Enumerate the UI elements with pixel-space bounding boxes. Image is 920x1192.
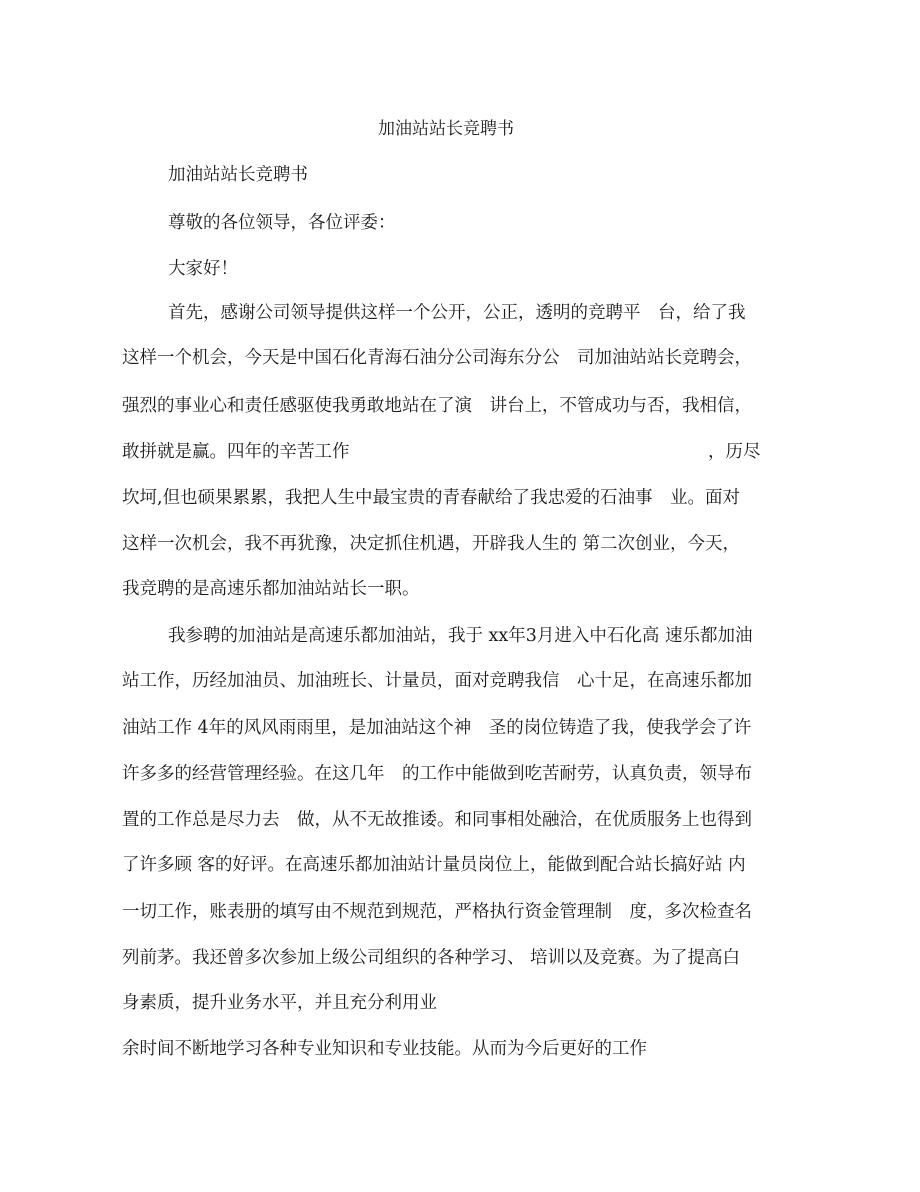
paragraph-1-line-4-tail: ，历尽: [708, 442, 761, 462]
paragraph-1-line-1: 首先，感谢公司领导提供这样一个公开，公正，透明的竞聘平 台，给了我: [168, 303, 746, 323]
paragraph-2-line-4: 许多多的经营管理经验。在这几年 的工作中能做到吃苦耐劳，认真负责，领导布: [122, 764, 752, 784]
paragraph-2-line-7: 一切工作，账表册的填写由不规范到规范，严格执行资金管理制 度，多次检查名: [122, 902, 752, 922]
heading: 加油站站长竞聘书: [168, 165, 308, 185]
document-title: 加油站站长竞聘书: [378, 119, 514, 139]
paragraph-2-line-2: 站工作，历经加油员、加油班长、计量员，面对竞聘我信 心十足，在高速乐都加: [122, 671, 752, 691]
paragraph-1-line-5: 坎坷,但也硕果累累，我把人生中最宝贵的青春献给了我忠爱的石油事 业。面对: [122, 488, 741, 508]
paragraph-1-line-3: 强烈的事业心和责任感驱使我勇敢地站在了演 讲台上，不管成功与否，我相信，: [122, 396, 752, 416]
paragraph-2-line-10: 余时间不断地学习各种专业知识和专业技能。从而为今后更好的工作: [122, 1039, 647, 1059]
paragraph-1-line-6: 这样一次机会，我不再犹豫，决定抓住机遇，开辟我人生的 第二次创业，今天，: [122, 534, 741, 554]
paragraph-1-line-4: 敢拼就是赢。四年的辛苦工作: [122, 442, 350, 462]
paragraph-1-line-7: 我竞聘的是高速乐都加油站站长一职。: [122, 579, 420, 599]
salutation: 尊敬的各位领导，各位评委：: [168, 213, 396, 233]
paragraph-2-line-3: 油站工作 4年的风风雨雨里，是加油站这个神 圣的岗位铸造了我，使我学会了许: [122, 718, 752, 738]
paragraph-2-line-9: 身素质，提升业务水平，并且充分利用业: [122, 993, 437, 1013]
paragraph-2-line-8: 列前茅。我还曾多次参加上级公司组织的各种学习、 培训以及竞赛。为了提高白: [122, 948, 741, 968]
paragraph-1-line-2: 这样一个机会，今天是中国石化青海石油分公司海东分公 司加油站站长竞聘会，: [122, 348, 752, 368]
paragraph-2-line-1: 我参聘的加油站是高速乐都加油站，我于 xx年3月进入中石化高 速乐都加油: [168, 626, 753, 646]
paragraph-2-line-6: 了许多顾 客的好评。在高速乐都加油站计量员岗位上，能做到配合站长搞好站 内: [122, 855, 746, 875]
greeting: 大家好！: [168, 259, 238, 279]
paragraph-2-line-5: 置的工作总是尽力去 做，从不无故推诿。和同事相处融洽，在优质服务上也得到: [122, 810, 752, 830]
